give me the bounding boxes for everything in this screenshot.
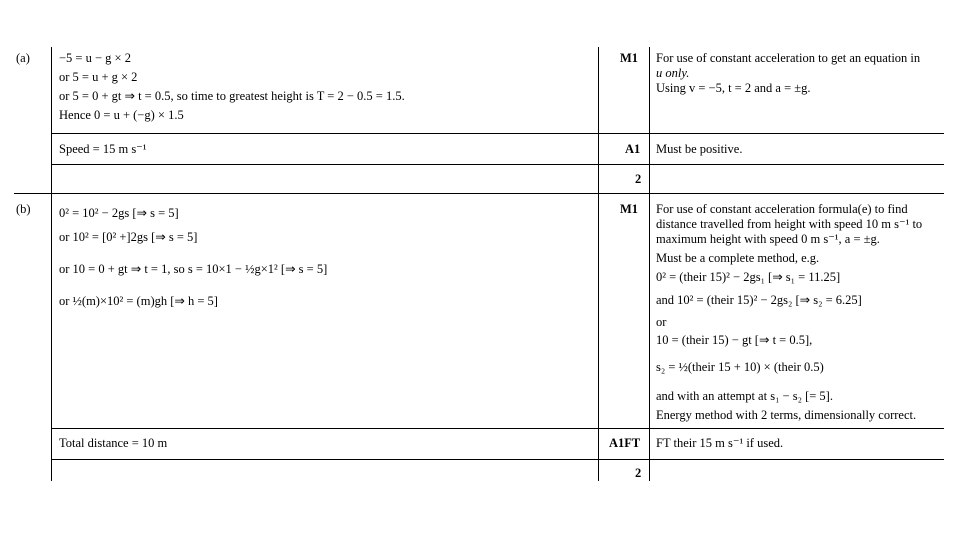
- part-a-line-3: or 5 = 0 + gt ⇒ t = 0.5, so time to greatest height is T = 2 − 0.5 = 1.5.: [59, 89, 405, 103]
- part-b-guidance-line-7: or: [656, 315, 667, 329]
- part-b-line-3: or 10 = 0 + gt ⇒ t = 1, so s = 10×1 − ½g×1² [⇒ s = 5]: [59, 262, 328, 276]
- part-a-mark-a1: A1: [625, 142, 641, 156]
- part-a-line-2: or 5 = u + g × 2: [59, 70, 138, 84]
- part-b-line-2: or 10² = [0² +]2gs [⇒ s = 5]: [59, 230, 198, 244]
- part-b-line-4: or ½(m)×10² = (m)gh [⇒ h = 5]: [59, 294, 218, 308]
- part-b-guidance-line-11: Energy method with 2 terms, dimensionally correct.: [656, 408, 917, 422]
- part-b-guidance-line-4: Must be a complete method, e.g.: [656, 251, 820, 265]
- part-a-guidance-line-3: Using v = −5, t = 2 and a = ±g.: [656, 81, 811, 95]
- part-b-guidance-line-3: maximum height with speed 0 m s⁻¹, a = ±g.: [656, 232, 880, 246]
- row-divider: [51, 428, 944, 429]
- part-a-answer: Speed = 15 m s⁻¹: [59, 142, 147, 156]
- part-a-mark-m1: M1: [620, 51, 639, 65]
- part-b-guidance-line-5: 0² = (their 15)² − 2gs₁ [⇒ s₁ = 11.25]: [656, 270, 841, 284]
- part-b-mark-a1ft: A1FT: [609, 436, 641, 450]
- part-a-guidance-line-1: For use of constant acceleration to get an equation in: [656, 51, 921, 65]
- part-b-guidance-line-6: and 10² = (their 15)² − 2gs₂ [⇒ s₂ = 6.25]: [656, 293, 862, 307]
- mark-column-divider: [598, 47, 599, 481]
- part-b-guidance-line-9: s₂ = ½(their 15 + 10) × (their 0.5): [656, 360, 824, 374]
- part-b-guidance-line-10: and with an attempt at s₁ − s₂ [= 5].: [656, 389, 833, 403]
- part-b-answer: Total distance = 10 m: [59, 436, 168, 450]
- part-b-guidance-line-1: For use of constant acceleration formula(e) to find: [656, 202, 908, 216]
- part-a-total: 2: [635, 172, 642, 186]
- part-a-line-4: Hence 0 = u + (−g) × 1.5: [59, 108, 184, 122]
- part-a-guidance-line-2: u only.: [656, 66, 690, 80]
- table-left-border: [51, 47, 52, 481]
- part-b-guidance-line-8: 10 = (their 15) − gt [⇒ t = 0.5],: [656, 333, 813, 347]
- part-a-line-1: −5 = u − g × 2: [59, 51, 131, 65]
- part-b-guidance-answer: FT their 15 m s⁻¹ if used.: [656, 436, 784, 450]
- row-divider: [51, 164, 944, 165]
- row-divider: [51, 459, 944, 460]
- part-a-guidance-answer: Must be positive.: [656, 142, 743, 156]
- part-b-label: (b): [16, 202, 31, 216]
- part-b-total: 2: [635, 466, 642, 480]
- part-a-label: (a): [16, 51, 30, 65]
- guidance-column-divider: [649, 47, 650, 481]
- row-divider: [14, 193, 944, 194]
- row-divider: [51, 133, 944, 134]
- part-b-line-1: 0² = 10² − 2gs [⇒ s = 5]: [59, 206, 179, 220]
- part-b-mark-m1: M1: [620, 202, 639, 216]
- part-b-guidance-line-2: distance travelled from height with speed 10 m s⁻¹ to: [656, 217, 923, 231]
